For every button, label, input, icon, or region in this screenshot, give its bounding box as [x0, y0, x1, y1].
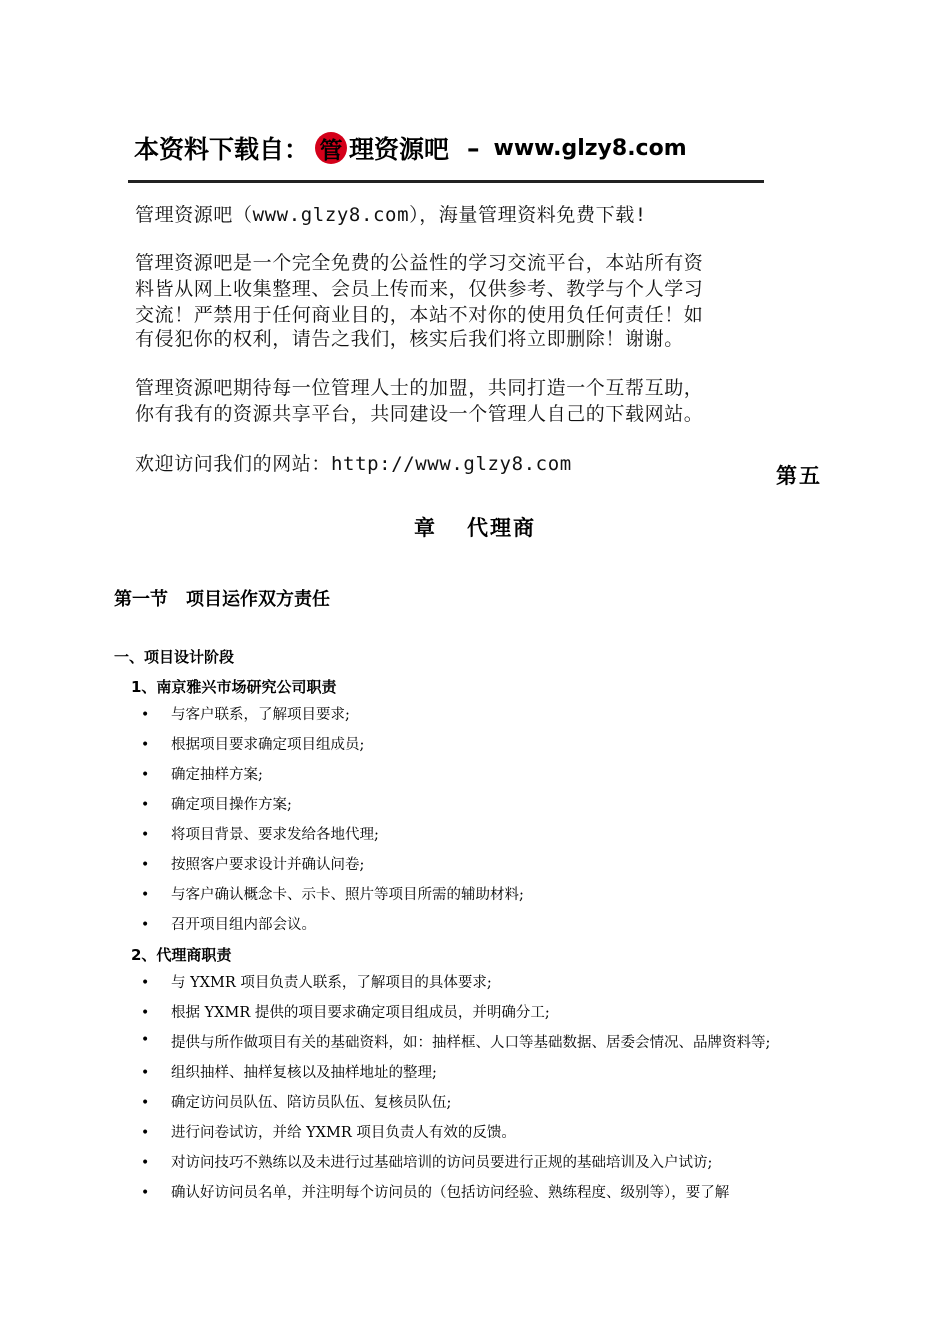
list-item: • 召开项目组内部会议。 [141, 910, 841, 940]
list-item: • 按照客户要求设计并确认问卷; [141, 850, 841, 880]
banner-website-line[interactable]: 欢迎访问我们的网站：http://www.glzy8.com [135, 453, 572, 475]
banner-line: 管理资源吧是一个完全免费的公益性的学习交流平台，本站所有资 [135, 252, 704, 274]
list-item: • 根据 YXMR 提供的项目要求确定项目组成员，并明确分工; [141, 998, 841, 1028]
banner-line: 你有我有的资源共享平台，共同建设一个管理人自己的下载网站。 [135, 403, 704, 425]
banner-line: 有侵犯你的权利，请告之我们，核实后我们将立即删除！谢谢。 [135, 328, 684, 350]
list-item: • 与 YXMR 项目负责人联系，了解项目的具体要求; [141, 968, 841, 998]
subheading-agent-duties: 2、代理商职责 [131, 946, 232, 964]
chapter-suffix: 章 [414, 516, 437, 540]
company-duties-list [141, 700, 841, 940]
list-item: • 与客户确认概念卡、示卡、照片等项目所需的辅助材料; [141, 880, 841, 910]
section-title: 第一节 项目运作双方责任 [114, 589, 330, 610]
banner-url[interactable]: www.glzy8.com [493, 135, 687, 161]
banner-line: 交流！严禁用于任何商业目的，本站不对你的使用负任何责任！如 [135, 304, 704, 326]
chapter-title [0, 512, 950, 542]
chapter-number: 第五 [776, 464, 822, 488]
subheading-company-duties: 1、南京雅兴市场研究公司职责 [131, 678, 337, 696]
banner-line: 管理资源吧（www.glzy8.com），海量管理资料免费下载! [135, 204, 647, 226]
site-logo-icon: 管 [315, 132, 347, 164]
list-item: • 对访问技巧不熟练以及未进行过基础培训的访问员要进行正规的基础培训及入户试访; [141, 1148, 841, 1178]
banner-line: 料皆从网上收集整理、会员上传而来，仅供参考、教学与个人学习 [135, 278, 704, 300]
list-item: • 组织抽样、抽样复核以及抽样地址的整理; [141, 1058, 841, 1088]
agent-duties-list [141, 968, 841, 1208]
source-banner [128, 118, 768, 498]
banner-divider [128, 180, 764, 183]
list-item: • 提供与所作做项目有关的基础资料，如：抽样框、人口等基础数据、居委会情况、品牌资料等; [141, 1028, 841, 1058]
list-item: • 将项目背景、要求发给各地代理; [141, 820, 841, 850]
list-item: • 确认好访问员名单，并注明每个访问员的（包括访问经验、熟练程度、级别等），要了解 [141, 1178, 841, 1208]
list-item: • 确定抽样方案; [141, 760, 841, 790]
chapter-name: 代理商 [467, 516, 536, 540]
banner-dash: – [467, 133, 480, 163]
banner-prefix: 本资料下载自： [134, 135, 310, 164]
list-item: • 根据项目要求确定项目组成员; [141, 730, 841, 760]
banner-brand: 理资源吧 [349, 135, 450, 164]
heading-project-design: 一、项目设计阶段 [114, 648, 235, 666]
list-item: • 确定访问员队伍、陪访员队伍、复核员队伍; [141, 1088, 841, 1118]
banner-header [134, 128, 687, 168]
list-item: • 与客户联系，了解项目要求; [141, 700, 841, 730]
list-item: • 进行问卷试访，并给 YXMR 项目负责人有效的反馈。 [141, 1118, 841, 1148]
banner-line: 管理资源吧期待每一位管理人士的加盟，共同打造一个互帮互助， [135, 377, 704, 399]
list-item: • 确定项目操作方案; [141, 790, 841, 820]
